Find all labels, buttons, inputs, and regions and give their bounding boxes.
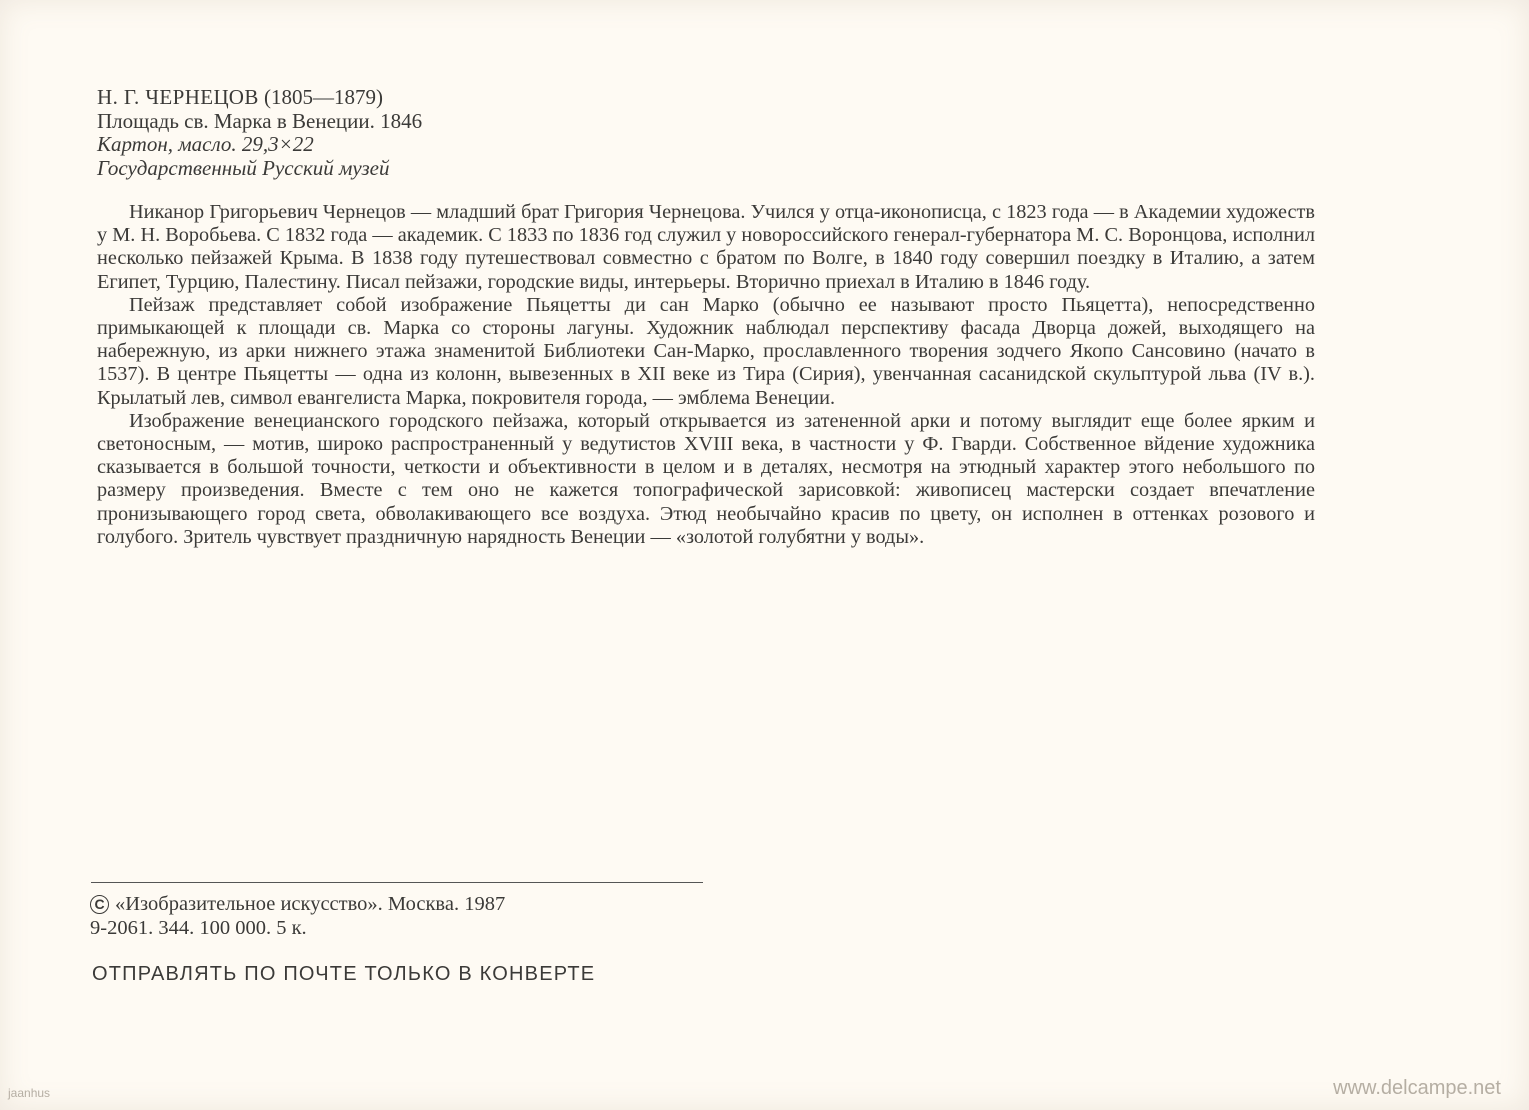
publisher-name: «Изобразительное искусство». Москва. 1987 xyxy=(115,893,506,915)
postal-notice: ОТПРАВЛЯТЬ ПО ПОЧТЕ ТОЛЬКО В КОНВЕРТЕ xyxy=(92,963,596,985)
artwork-collection: Государственный Русский музей xyxy=(97,155,390,180)
print-info: 9-2061. 344. 100 000. 5 к. xyxy=(90,917,307,939)
author-years: (1805—1879) xyxy=(264,85,383,109)
author-line xyxy=(97,86,422,110)
paragraph-biography: Никанор Григорьевич Чернецов — младший брат Григория Чернецова. Учился у отца-иконописца, с 1823 года — в Академии художеств у М. Н. Воробьева. С 1832 года — академик. С 1833 по 1836 год служил у новороссийского генерал-губернатора М. С. Воронцова, исполнил несколько пейзажей Крыма. В 1838 году путешествовал совместно с братом по Волге, в 1840 году совершил поездку в Италию, а затем Египет, Турцию, Палестину. Писал пейзажи, городские виды, интерьеры. Вторично приехал в Италию в 1846 году. xyxy=(97,201,1315,293)
watermark-left: jaanhus xyxy=(8,1086,51,1100)
footer-divider xyxy=(91,882,703,883)
artwork-caption xyxy=(97,86,422,180)
paragraph-subject: Пейзаж представляет собой изображение Пьяцетты ди сан Марко (обычно ее называют просто Пьяцетта), непосредственно примыкающей к площади св. Марка со стороны лагуны. Художник наблюдал перспективу фасада Дворца дожей, выходящего на набережную, из арки нижнего этажа знаменитой Библиотеки Сан-Марко, прославленного творения зодчего Якопо Сансовино (начато в 1537). В центре Пьяцетты — одна из колонн, вывезенных в XII веке из Тира (Сирия), увенчанная сасанидской скульптурой льва (IV в.). Крылатый лев, символ евангелиста Марка, покровителя города, — эмблема Венеции. xyxy=(97,293,1315,409)
description-text xyxy=(97,201,1315,549)
watermark-delcampe: www.delcampe.net xyxy=(1333,1077,1501,1099)
copyright-line xyxy=(90,892,505,916)
copyright-icon: C xyxy=(90,895,109,914)
paragraph-analysis: Изображение венецианского городского пейзажа, который открывается из затененной арки и потому выглядит еще более ярким и светоносным, — мотив, широко распространенный у ведутистов XVIII века, в частности у Ф. Гварди. Собственное вйдение художника сказывается в большой точности, четкости и объективности в целом и в деталях, несмотря на этюдный характер этого небольшого по размеру произведения. Вместе с тем оно не кажется топографической зарисовкой: живописец мастерски создает впечатление пронизывающего город света, обволакивающего все воздуха. Этюд необычайно красив по цвету, он исполнен в оттенках розового и голубого. Зритель чувствует праздничную нарядность Венеции — «золотой голубятни у воды». xyxy=(97,409,1315,548)
artwork-medium: Картон, масло. 29,3×22 xyxy=(97,132,314,156)
publisher-info xyxy=(90,892,505,940)
author-name: Н. Г. ЧЕРНЕЦОВ xyxy=(97,85,259,109)
artwork-title: Площадь св. Марка в Венеции. 1846 xyxy=(97,108,423,133)
